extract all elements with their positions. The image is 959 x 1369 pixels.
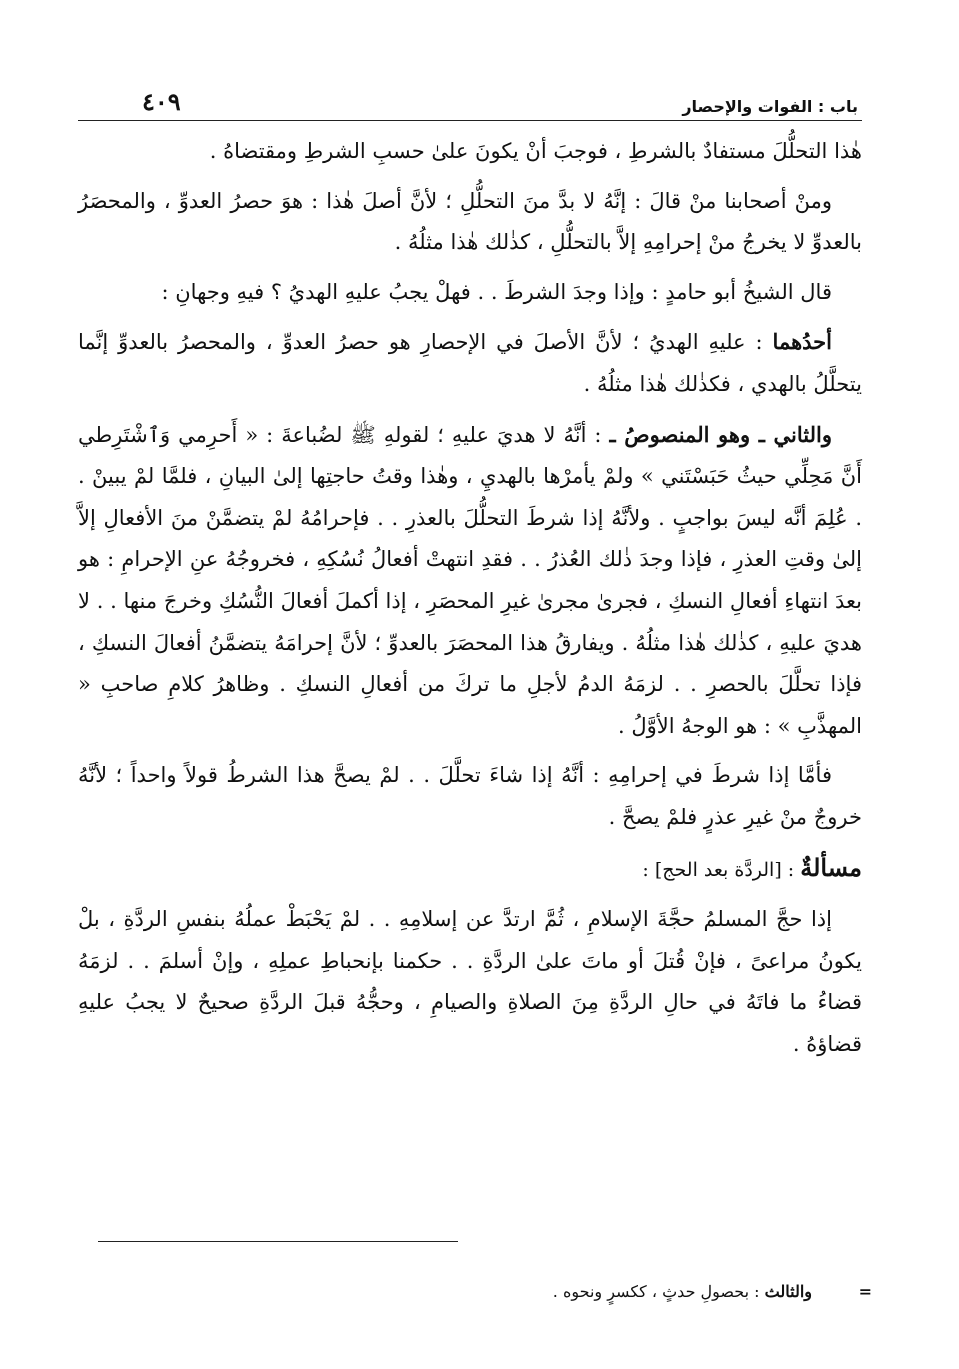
footnote-continuation-marker: = <box>858 1282 872 1301</box>
footnote-divider <box>98 1241 458 1242</box>
paragraph-text: إذا حجَّ المسلمُ حجَّةَ الإسلامِ ، ثُمَّ ارتدَّ عن إسلامِهِ . . لمْ يَحْبَطْ عملُهُ بنفسِ الردَّةِ ، بلْ يكونُ مراعىً ، فإنْ قُتلَ أو ماتَ علىٰ الردَّةِ . . حكمنا بإنحباطِ عملِهِ ، وإنْ أسلمَ . . لزمَهُ قضاءُ ما فاتَهُ في حالِ الردَّةِ مِنَ الصلاةِ والصيامِ ، وحجُّهُ قبلَ الردَّةِ صحيحٌ لا يجبُ عليهِ قضاؤهُ . <box>78 907 862 1056</box>
running-header <box>78 82 862 121</box>
footnote-text <box>78 1278 872 1306</box>
paragraph-lead: والثاني ـ وهو المنصوصُ ـ <box>609 421 832 447</box>
paragraph <box>78 181 862 264</box>
paragraph-text: ومنْ أصحابنا منْ قالَ : إنَّهُ لا بدَّ منَ التحلُّلِ ؛ لأنَّ أصلَ هٰذا : هوَ حصرُ العدوِّ ، والمحصَرُ بالعدوِّ لا يخرجُ منْ إحرامِهِ إلاَّ بالتحلُّلِ ، كذٰلك هٰذا مثلُهُ . <box>78 188 862 255</box>
paragraph-text: : أنَّهُ لا هديَ عليهِ ؛ لقولهِ ﷺ لضُباعةَ : « أَحرِمي وَٱشْتَرِطي أَنَّ مَحِلِّي حيثُ حَبَسْتَني » ولمْ يأمرْها بالهديِ ، وهٰذا وقتُ حاجتِها إلىٰ البيانِ ، فلمَّا لمْ يبينْ . . عُلِمَ أنَّه ليسَ بواجبٍ . ولأنَّهُ إذا شرطَ التحلُّلَ بالعذرِ . . فإحرامُهُ لمْ يتضمَّنْ منَ الأفعالِ إلاَّ إلىٰ وقتِ العذرِ ، فإذا وجدَ ذٰلك العُذرُ . . فقدِ انتهتْ أفعالُ نُسُكِهِ ، فخروجُهُ عنِ الإحرامِ : هو بعدَ انتهاءِ أفعالِ النسكِ ، فجرىٰ مجرىٰ غيرِ المحصَرِ ، إذا أكملَ أفعالَ النُّسُكِ وخرجَ منها . . لا هديَ عليهِ ، كذٰلك هٰذا مثلُهُ . ويفارقُ هذا المحصَرَ بالعدوِّ ؛ لأنَّ إحرامَهُ يتضمَّنُ أفعالَ النسكِ ، فإذا تحلَّلَ بالحصرِ . . لزمَهُ الدمُ لأجلِ ما تركَ من أفعالِ النسكِ . وظاهرُ كلامِ صاحبِ « المهذَّبِ » : هو الوجهُ الأوَّلُ . <box>78 422 863 738</box>
paragraph <box>78 755 862 838</box>
chapter-title: باب : الفوات والإحصار <box>682 97 858 116</box>
issue-subtitle: : [الردَّة بعد الحج] : <box>642 858 801 881</box>
paragraph-lead: أحدُهما <box>772 329 832 355</box>
paragraph-text: هٰذا التحلُّلَ مستفادٌ بالشرطِ ، فوجبَ أنْ يكونَ علىٰ حسبِ الشرطِ ومقتضاهُ . <box>209 139 862 163</box>
paragraph-text: : عليهِ الهديُ ؛ لأنَّ الأصلَ في الإحصارِ هو حصرُ العدوِّ ، والمحصرُ بالعدوِّ إنَّما يتحلَّلُ بالهدي ، فكذٰلك هٰذا مثلُهُ . <box>78 330 862 396</box>
paragraph-text: قال الشيخُ أبو حامدٍ : وإذا وجدَ الشرطَ . . فهلْ يجبُ عليهِ الهديُ ؟ فيهِ وجهانِ : <box>161 279 832 304</box>
footnote-body: : بحصولِ حدثٍ ، ككسرٍ ونحوه . <box>552 1282 765 1301</box>
issue-paragraph <box>78 899 862 1065</box>
footnote-lead: والثالث <box>764 1282 812 1301</box>
footnote <box>78 1278 872 1306</box>
issue-title: مسألةٌ <box>800 852 862 882</box>
page-number: ٤٠٩ <box>142 87 181 116</box>
paragraph <box>78 131 862 173</box>
paragraph <box>78 321 862 405</box>
main-text <box>78 131 862 1065</box>
paragraph <box>78 272 862 314</box>
paragraph <box>78 414 862 748</box>
page <box>78 82 862 1073</box>
issue-heading <box>78 847 862 892</box>
paragraph-text: فأمَّا إذا شرطَ في إحرامِهِ : أنَّهُ إذا شاءَ تحلَّلَ . . لمْ يصحَّ هذا الشرطُ قولاً واحداً ؛ لأنَّهُ خروجٌ منْ غيرِ عذرٍ فلمْ يصحَّ . <box>78 763 862 829</box>
